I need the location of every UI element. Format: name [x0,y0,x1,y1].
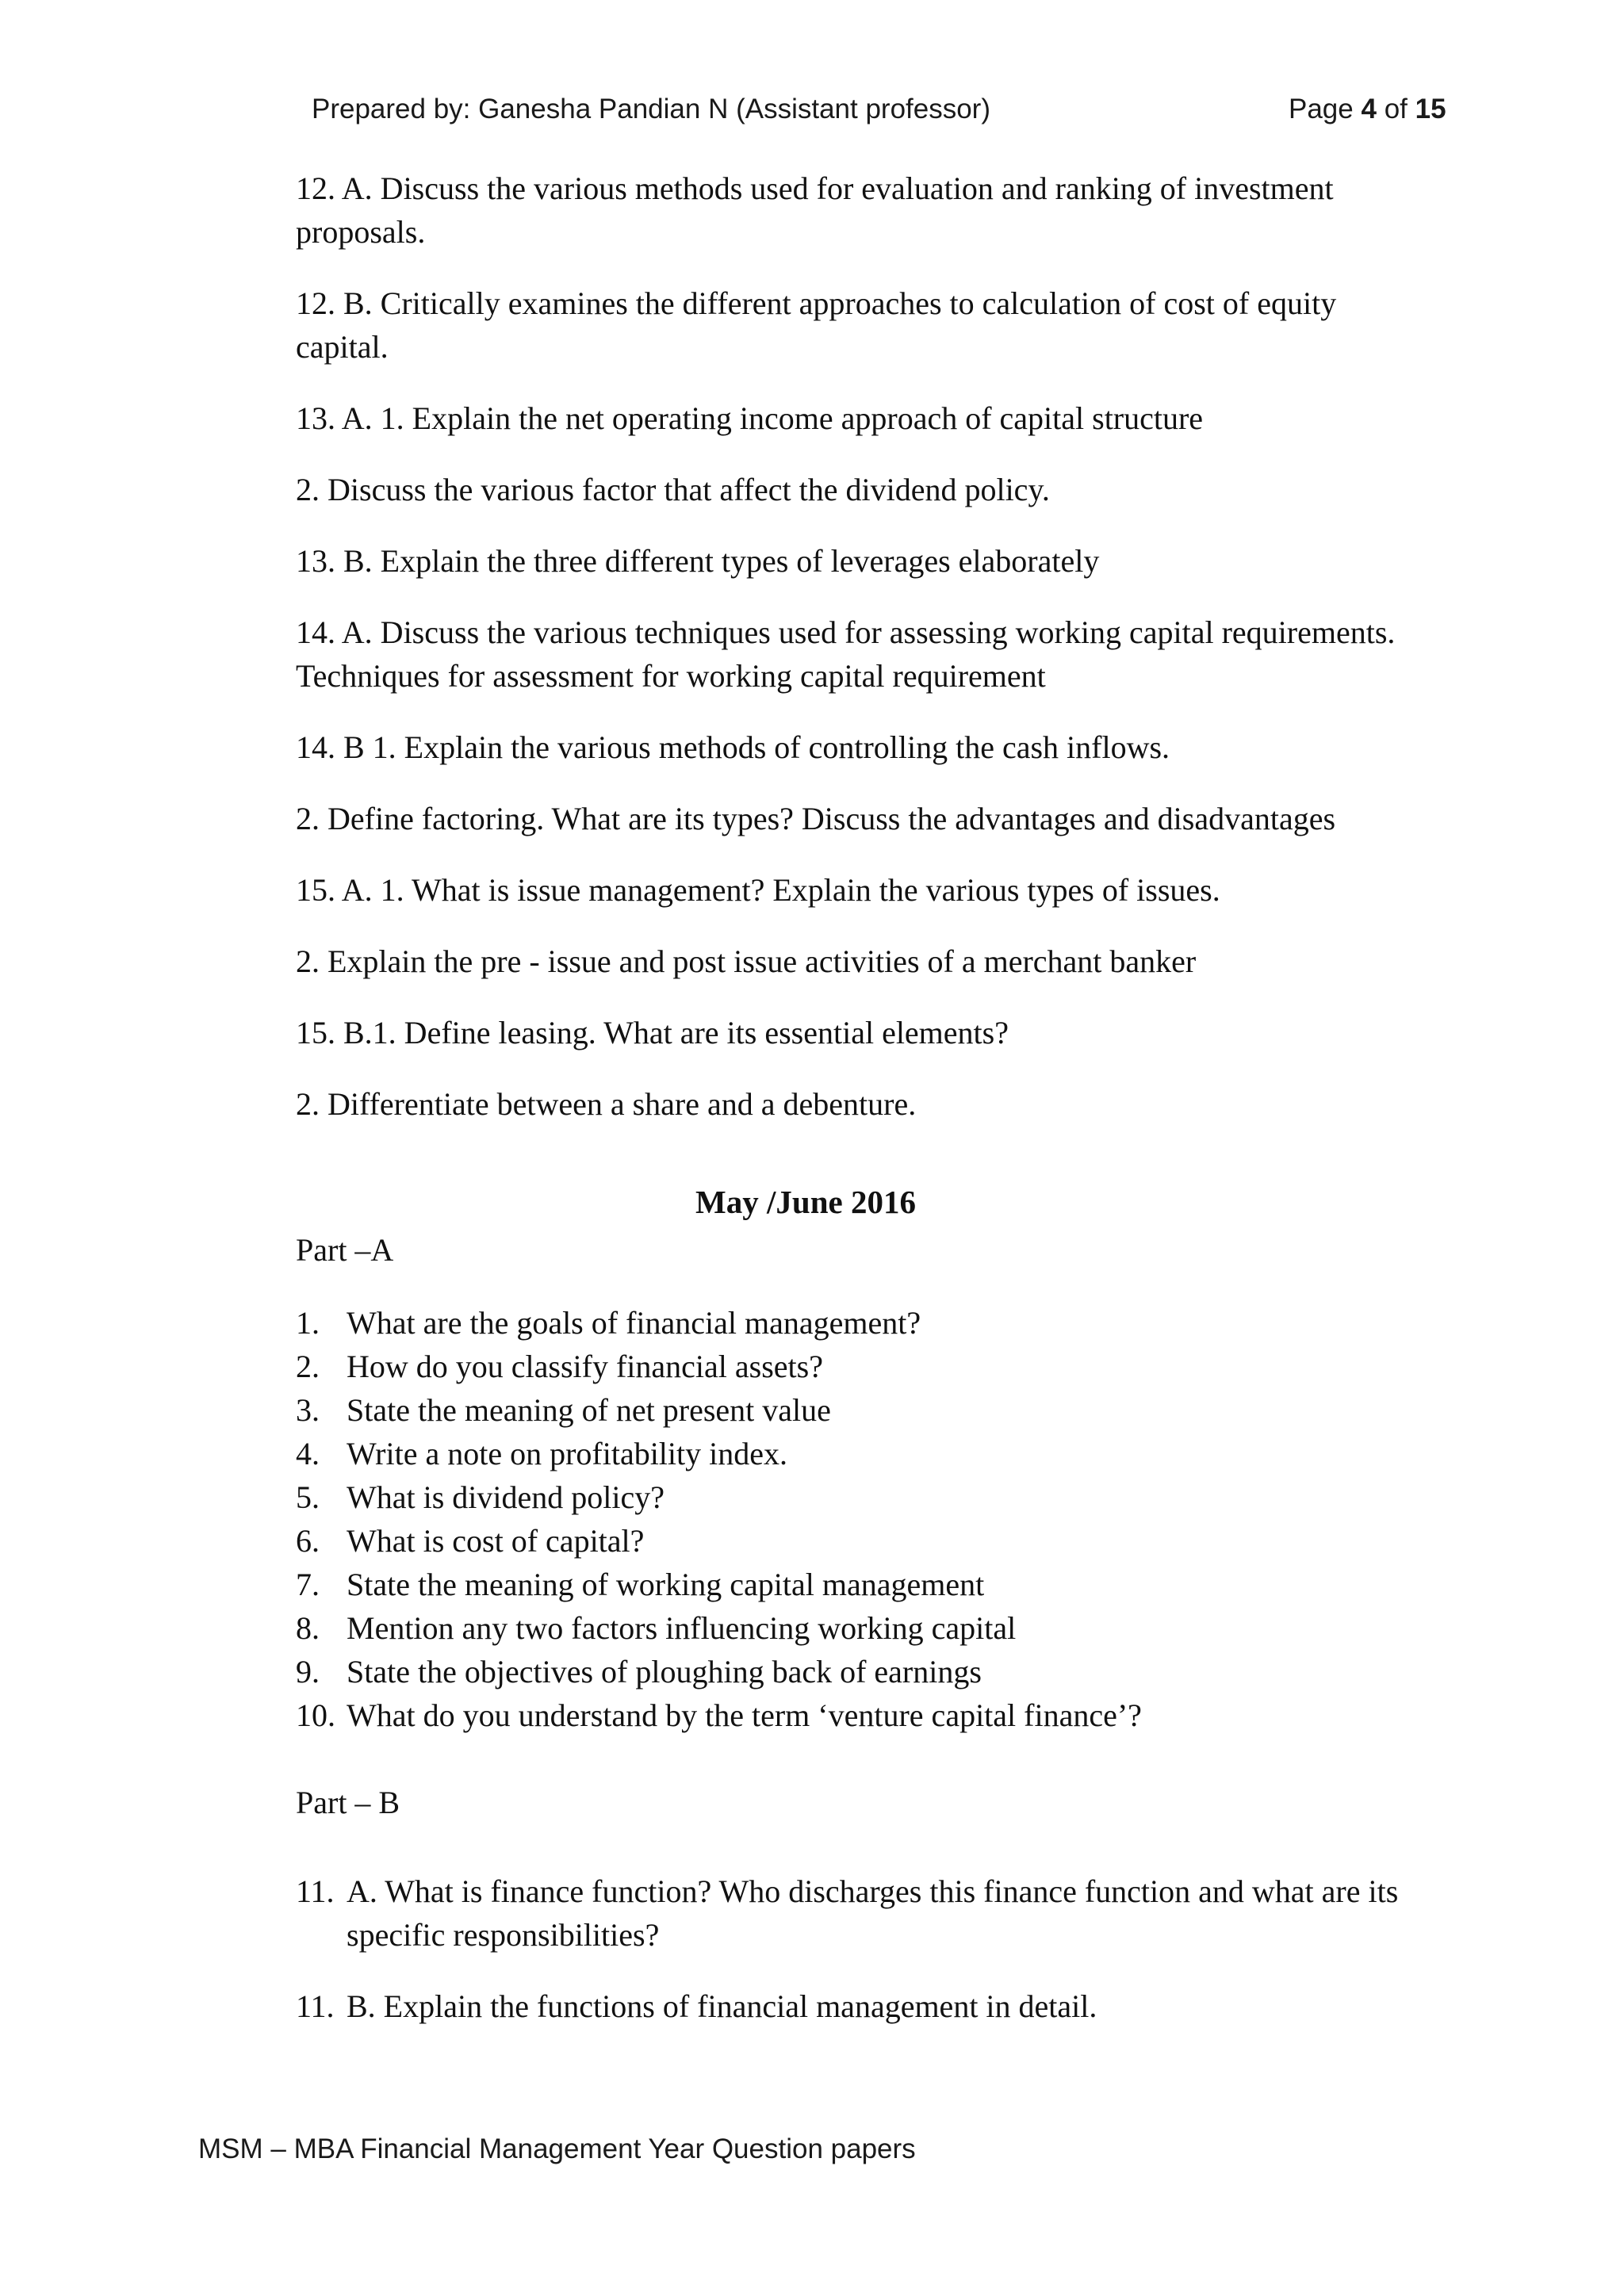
question-14a: 14. A. Discuss the various techniques used for assessing working capital requirements. Techniques for assessment for working capital requirement [296,614,1396,694]
item-text: How do you classify financial assets? [347,1349,823,1384]
list-item [296,1869,1406,1957]
questions-top [296,166,1406,1154]
list-item [296,1388,1406,1432]
item-number: 1. [296,1305,320,1341]
item-text: What is dividend policy? [347,1479,665,1515]
list-item [296,1984,1406,2028]
list-item [296,1519,1406,1563]
item-text: Write a note on profitability index. [347,1436,788,1471]
question-14b-2: 2. Define factoring. What are its types? Discuss the advantages and disadvantages [296,801,1336,836]
question-15a-1: 15. A. 1. What is issue management? Explain the various types of issues. [296,872,1220,908]
part-b-list [296,1869,1406,2056]
item-text: A. What is finance function? Who discharges this finance function and what are its specific responsibilities? [347,1873,1399,1953]
item-text: B. Explain the functions of financial management in detail. [347,1988,1097,2024]
item-number: 3. [296,1392,320,1428]
page-total: 15 [1415,94,1446,124]
item-text: What is cost of capital? [347,1523,645,1559]
list-item [296,1606,1406,1650]
item-number: 6. [296,1523,320,1559]
list-item [296,1432,1406,1475]
question-15b-1: 15. B.1. Define leasing. What are its essential elements? [296,1015,1009,1050]
question-12b: 12. B. Critically examines the different approaches to calculation of cost of equity capital. [296,285,1337,365]
list-item [296,1563,1406,1606]
question-12a: 12. A. Discuss the various methods used for evaluation and ranking of investment proposals. [296,170,1334,250]
list-item [296,1475,1406,1519]
part-b-label: Part – B [296,1785,400,1820]
item-text: State the objectives of ploughing back of earnings [347,1654,982,1689]
item-number: 7. [296,1567,320,1602]
item-text: State the meaning of net present value [347,1392,831,1428]
item-text: What do you understand by the term ‘venture capital finance’? [347,1697,1142,1733]
section-title-text: May /June 2016 [695,1184,916,1220]
part-a-label: Part –A [296,1232,394,1268]
part-a-list [296,1301,1406,1737]
question-13b: 13. B. Explain the three different types of leverages elaborately [296,543,1100,579]
question-13a-1: 13. A. 1. Explain the net operating income approach of capital structure [296,400,1204,436]
item-number: 5. [296,1479,320,1515]
item-number: 10. [296,1697,335,1733]
list-item [296,1693,1406,1737]
item-number: 4. [296,1436,320,1471]
item-number: 8. [296,1610,320,1646]
page-current: 4 [1361,94,1377,124]
question-13a-2: 2. Discuss the various factor that affect the dividend policy. [296,472,1050,507]
item-number: 9. [296,1654,320,1689]
question-14b-1: 14. B 1. Explain the various methods of controlling the cash inflows. [296,729,1170,765]
item-text: What are the goals of financial management? [347,1305,921,1341]
list-item [296,1345,1406,1388]
item-text: State the meaning of working capital management [347,1567,985,1602]
prepared-by-text: Prepared by: Ganesha Pandian N (Assistant professor) [312,94,990,124]
item-text: Mention any two factors influencing working capital [347,1610,1017,1646]
section-title [0,1183,1624,1221]
list-item [296,1301,1406,1345]
page-word: Page [1289,94,1354,124]
item-number: 11. [296,1988,335,2024]
page-of: of [1384,94,1408,124]
page-footer: MSM – MBA Financial Management Year Question papers [198,2133,916,2164]
page-number [1289,94,1446,125]
question-15a-2: 2. Explain the pre - issue and post issue activities of a merchant banker [296,943,1197,979]
question-15b-2: 2. Differentiate between a share and a debenture. [296,1086,917,1122]
list-item [296,1650,1406,1693]
item-number: 2. [296,1349,320,1384]
item-number: 11. [296,1873,335,1909]
